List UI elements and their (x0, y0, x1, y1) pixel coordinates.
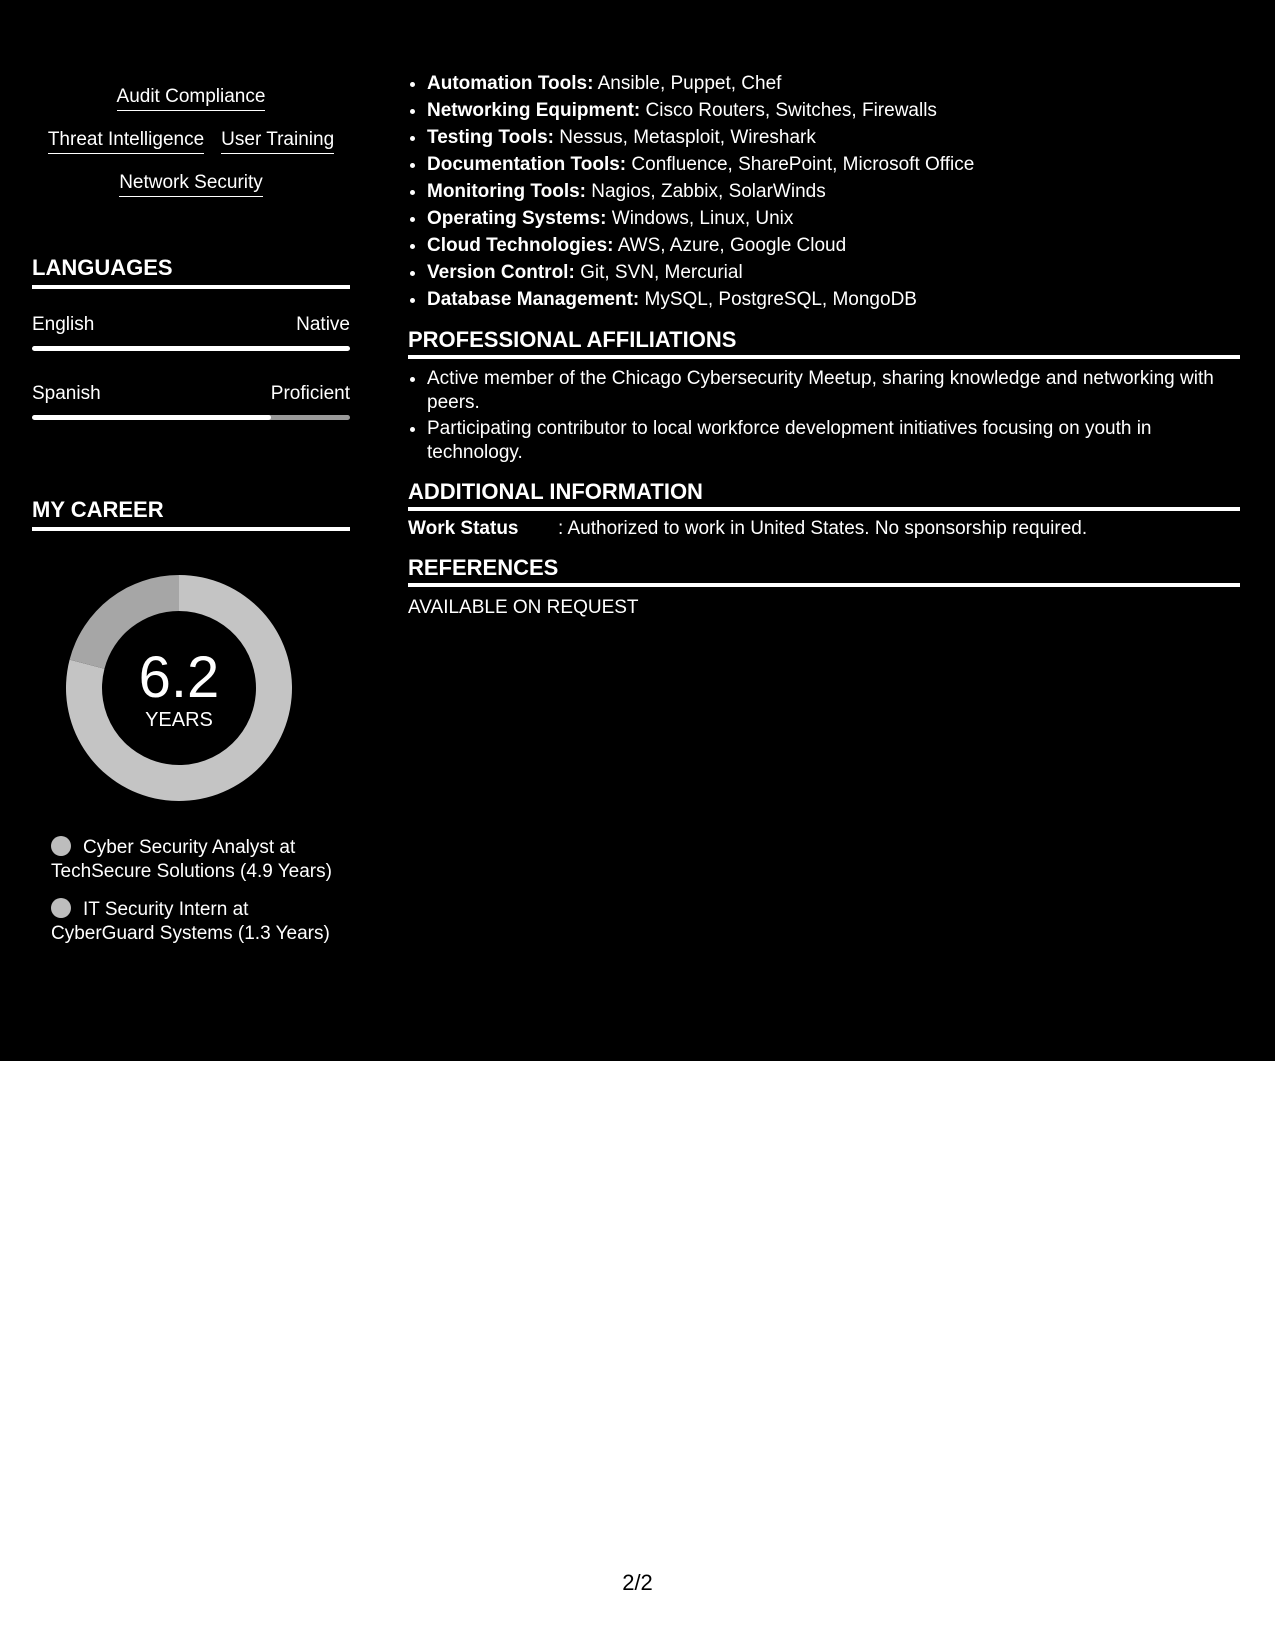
language-item (32, 383, 350, 420)
skill-item (427, 97, 1240, 124)
skill-item (427, 205, 1240, 232)
page-number: 2/2 (622, 1570, 653, 1595)
skill-item (427, 178, 1240, 205)
skill-value: AWS, Azure, Google Cloud (613, 235, 847, 256)
main-content (408, 70, 1240, 619)
affiliation-item: • Active member of the Chicago Cybersecurity Meetup, sharing knowledge and networking with peers. (427, 367, 1240, 415)
tag-row (32, 86, 350, 111)
skill-value: Cisco Routers, Switches, Firewalls (640, 100, 937, 121)
skill-label: Cloud Technologies: (427, 235, 614, 256)
additional-info-heading: ADDITIONAL INFORMATION (408, 479, 1240, 511)
career-years-label: YEARS (145, 709, 213, 731)
skill-label: Version Control: (427, 262, 575, 283)
language-bar (32, 346, 350, 351)
affiliation-item: • Participating contributor to local workforce development initiatives focusing on youth in technology. (427, 417, 1240, 465)
skill-label: Operating Systems: (427, 208, 607, 229)
references-heading: REFERENCES (408, 555, 1240, 587)
language-item (32, 314, 350, 351)
skill-item (427, 151, 1240, 178)
skill-label: Testing Tools: (427, 127, 555, 148)
skill-value: Ansible, Puppet, Chef (593, 73, 782, 94)
skill-tag: Audit Compliance (117, 86, 266, 111)
career-item-text: IT Security Intern at CyberGuard Systems (1.3 Years) (51, 899, 330, 944)
skill-tag: User Training (221, 129, 334, 154)
career-list (51, 836, 341, 960)
work-status-value: : Authorized to work in United States. No sponsorship required. (558, 518, 1088, 539)
skill-label: Automation Tools: (427, 73, 594, 94)
skill-item (427, 124, 1240, 151)
skills-list (408, 70, 1240, 313)
language-name: Spanish (32, 383, 101, 404)
skill-tag: Threat Intelligence (48, 129, 204, 154)
skill-value: Git, SVN, Mercurial (574, 262, 743, 283)
language-level: Proficient (270, 383, 350, 404)
career-total-years: 6.2 (138, 645, 220, 710)
references-text: AVAILABLE ON REQUEST (408, 597, 639, 618)
skill-label: Documentation Tools: (427, 154, 627, 175)
skill-value: Windows, Linux, Unix (606, 208, 794, 229)
affiliations-list (408, 367, 1240, 465)
skill-label: Monitoring Tools: (427, 181, 586, 202)
sidebar (0, 0, 380, 1061)
languages-heading: LANGUAGES (32, 255, 350, 289)
affiliations-heading: PROFESSIONAL AFFILIATIONS (408, 327, 1240, 359)
career-item (51, 836, 341, 884)
skill-value: MySQL, PostgreSQL, MongoDB (639, 289, 917, 310)
legend-dot-icon (51, 836, 71, 856)
work-status-row (408, 517, 1240, 541)
tag-row (32, 129, 350, 154)
career-item (51, 898, 341, 946)
career-heading: MY CAREER (32, 497, 350, 531)
language-level: Native (296, 314, 350, 335)
skill-label: Database Management: (427, 289, 640, 310)
skill-item (427, 259, 1240, 286)
language-bar-fill (32, 415, 271, 420)
skill-item (427, 70, 1240, 97)
tag-row (32, 172, 350, 197)
language-bar (32, 415, 350, 420)
skill-tag: Network Security (119, 172, 263, 197)
skill-value: Nessus, Metasploit, Wireshark (554, 127, 816, 148)
skill-item (427, 286, 1240, 313)
skill-value: Nagios, Zabbix, SolarWinds (586, 181, 826, 202)
skill-tags (32, 86, 350, 215)
work-status-label: Work Status (408, 518, 519, 539)
language-bar-fill (32, 346, 350, 351)
legend-dot-icon (51, 898, 71, 918)
skill-item (427, 232, 1240, 259)
skill-label: Networking Equipment: (427, 100, 641, 121)
language-name: English (32, 314, 95, 335)
career-item-text: Cyber Security Analyst at TechSecure Solutions (4.9 Years) (51, 837, 332, 882)
skill-value: Confluence, SharePoint, Microsoft Office (626, 154, 975, 175)
